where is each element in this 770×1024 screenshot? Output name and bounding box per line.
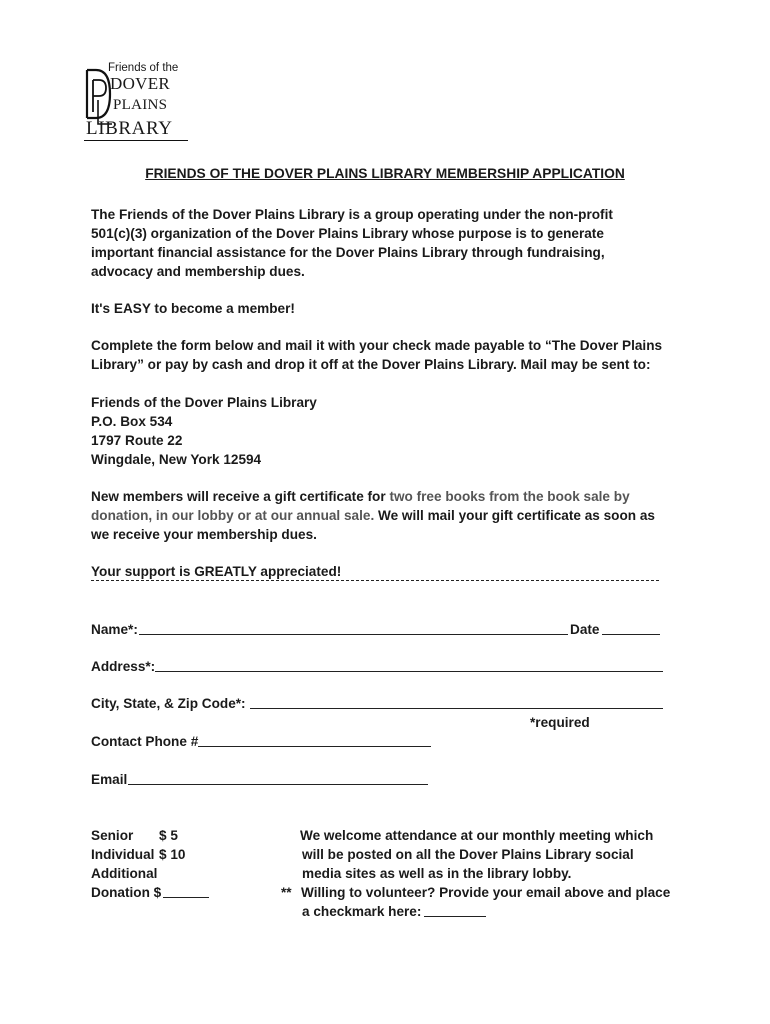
- donation-label: Donation $: [91, 885, 162, 900]
- logo-dover-text: DOVER: [110, 74, 171, 93]
- name-field[interactable]: [139, 634, 568, 635]
- donation-field[interactable]: [163, 897, 209, 898]
- intro-line: 501(c)(3) organization of the Dover Plains Library whose purpose is to generate: [91, 226, 604, 241]
- intro-line: important financial assistance for the Dover Plains Library through fundraising,: [91, 245, 605, 260]
- city-state-zip-label: City, State, & Zip Code*:: [91, 696, 246, 711]
- gift-text-grey: donation, in our lobby or at our annual sale.: [91, 508, 375, 523]
- gift-text: We will mail your gift certificate as soon as: [374, 508, 655, 523]
- volunteer-line: a checkmark here:: [302, 904, 422, 919]
- support-text: Your support is GREATLY appreciated!: [91, 564, 342, 579]
- date-label: Date: [570, 622, 600, 637]
- intro-line: The Friends of the Dover Plains Library is a group operating under the non-profit: [91, 207, 613, 222]
- intro-line: advocacy and membership dues.: [91, 264, 305, 279]
- instructions-line: Library” or pay by cash and drop it off at the Dover Plains Library. Mail may be sent to:: [91, 357, 651, 372]
- name-label: Name*:: [91, 622, 138, 637]
- email-field[interactable]: [128, 784, 428, 785]
- page-title: FRIENDS OF THE DOVER PLAINS LIBRARY MEMBERSHIP APPLICATION: [145, 166, 625, 181]
- logo-plains-text: PLAINS: [113, 97, 168, 113]
- meeting-line: We welcome attendance at our monthly meeting which: [300, 828, 654, 843]
- mailing-address: [91, 393, 317, 469]
- required-note: *required: [530, 715, 590, 730]
- logo-underline: [84, 140, 188, 141]
- meeting-paragraph: [300, 826, 653, 883]
- address-label: Address*:: [91, 659, 156, 674]
- email-label: Email: [91, 772, 128, 787]
- city-state-zip-field[interactable]: [250, 708, 663, 709]
- gift-paragraph: [91, 487, 655, 544]
- address-line: Friends of the Dover Plains Library: [91, 395, 317, 410]
- additional-label: Additional: [91, 866, 158, 881]
- senior-amount: $ 5: [159, 828, 178, 843]
- address-line: 1797 Route 22: [91, 433, 183, 448]
- address-line: Wingdale, New York 12594: [91, 452, 262, 467]
- contact-phone-field[interactable]: [198, 746, 431, 747]
- individual-amount: $ 10: [159, 847, 186, 862]
- volunteer-line: Willing to volunteer? Provide your email above and place: [301, 885, 671, 900]
- individual-label: Individual: [91, 847, 155, 862]
- volunteer-marker: **: [281, 885, 292, 900]
- easy-text: It's EASY to become a member!: [91, 301, 295, 316]
- instructions-paragraph: [91, 336, 662, 374]
- logo-library-text: LIBRARY: [86, 118, 173, 139]
- instructions-line: Complete the form below and mail it with your check made payable to “The Dover Plains: [91, 338, 663, 353]
- meeting-line: will be posted on all the Dover Plains Library social: [302, 847, 634, 862]
- dashed-divider: [91, 580, 659, 581]
- meeting-line: media sites as well as in the library lobby.: [302, 866, 572, 881]
- gift-text: New members will receive a gift certificate for: [91, 489, 390, 504]
- address-field[interactable]: [155, 671, 663, 672]
- volunteer-checkmark-field[interactable]: [424, 916, 486, 917]
- contact-phone-label: Contact Phone #: [91, 734, 199, 749]
- intro-paragraph: [91, 205, 613, 281]
- date-field[interactable]: [602, 634, 660, 635]
- dover-plains-library-logo: [84, 60, 204, 144]
- address-line: P.O. Box 534: [91, 414, 173, 429]
- gift-text-grey: two free books from the book sale by: [389, 489, 630, 504]
- logo-friends-text: Friends of the: [108, 62, 179, 74]
- gift-text: we receive your membership dues.: [91, 527, 317, 542]
- senior-label: Senior: [91, 828, 134, 843]
